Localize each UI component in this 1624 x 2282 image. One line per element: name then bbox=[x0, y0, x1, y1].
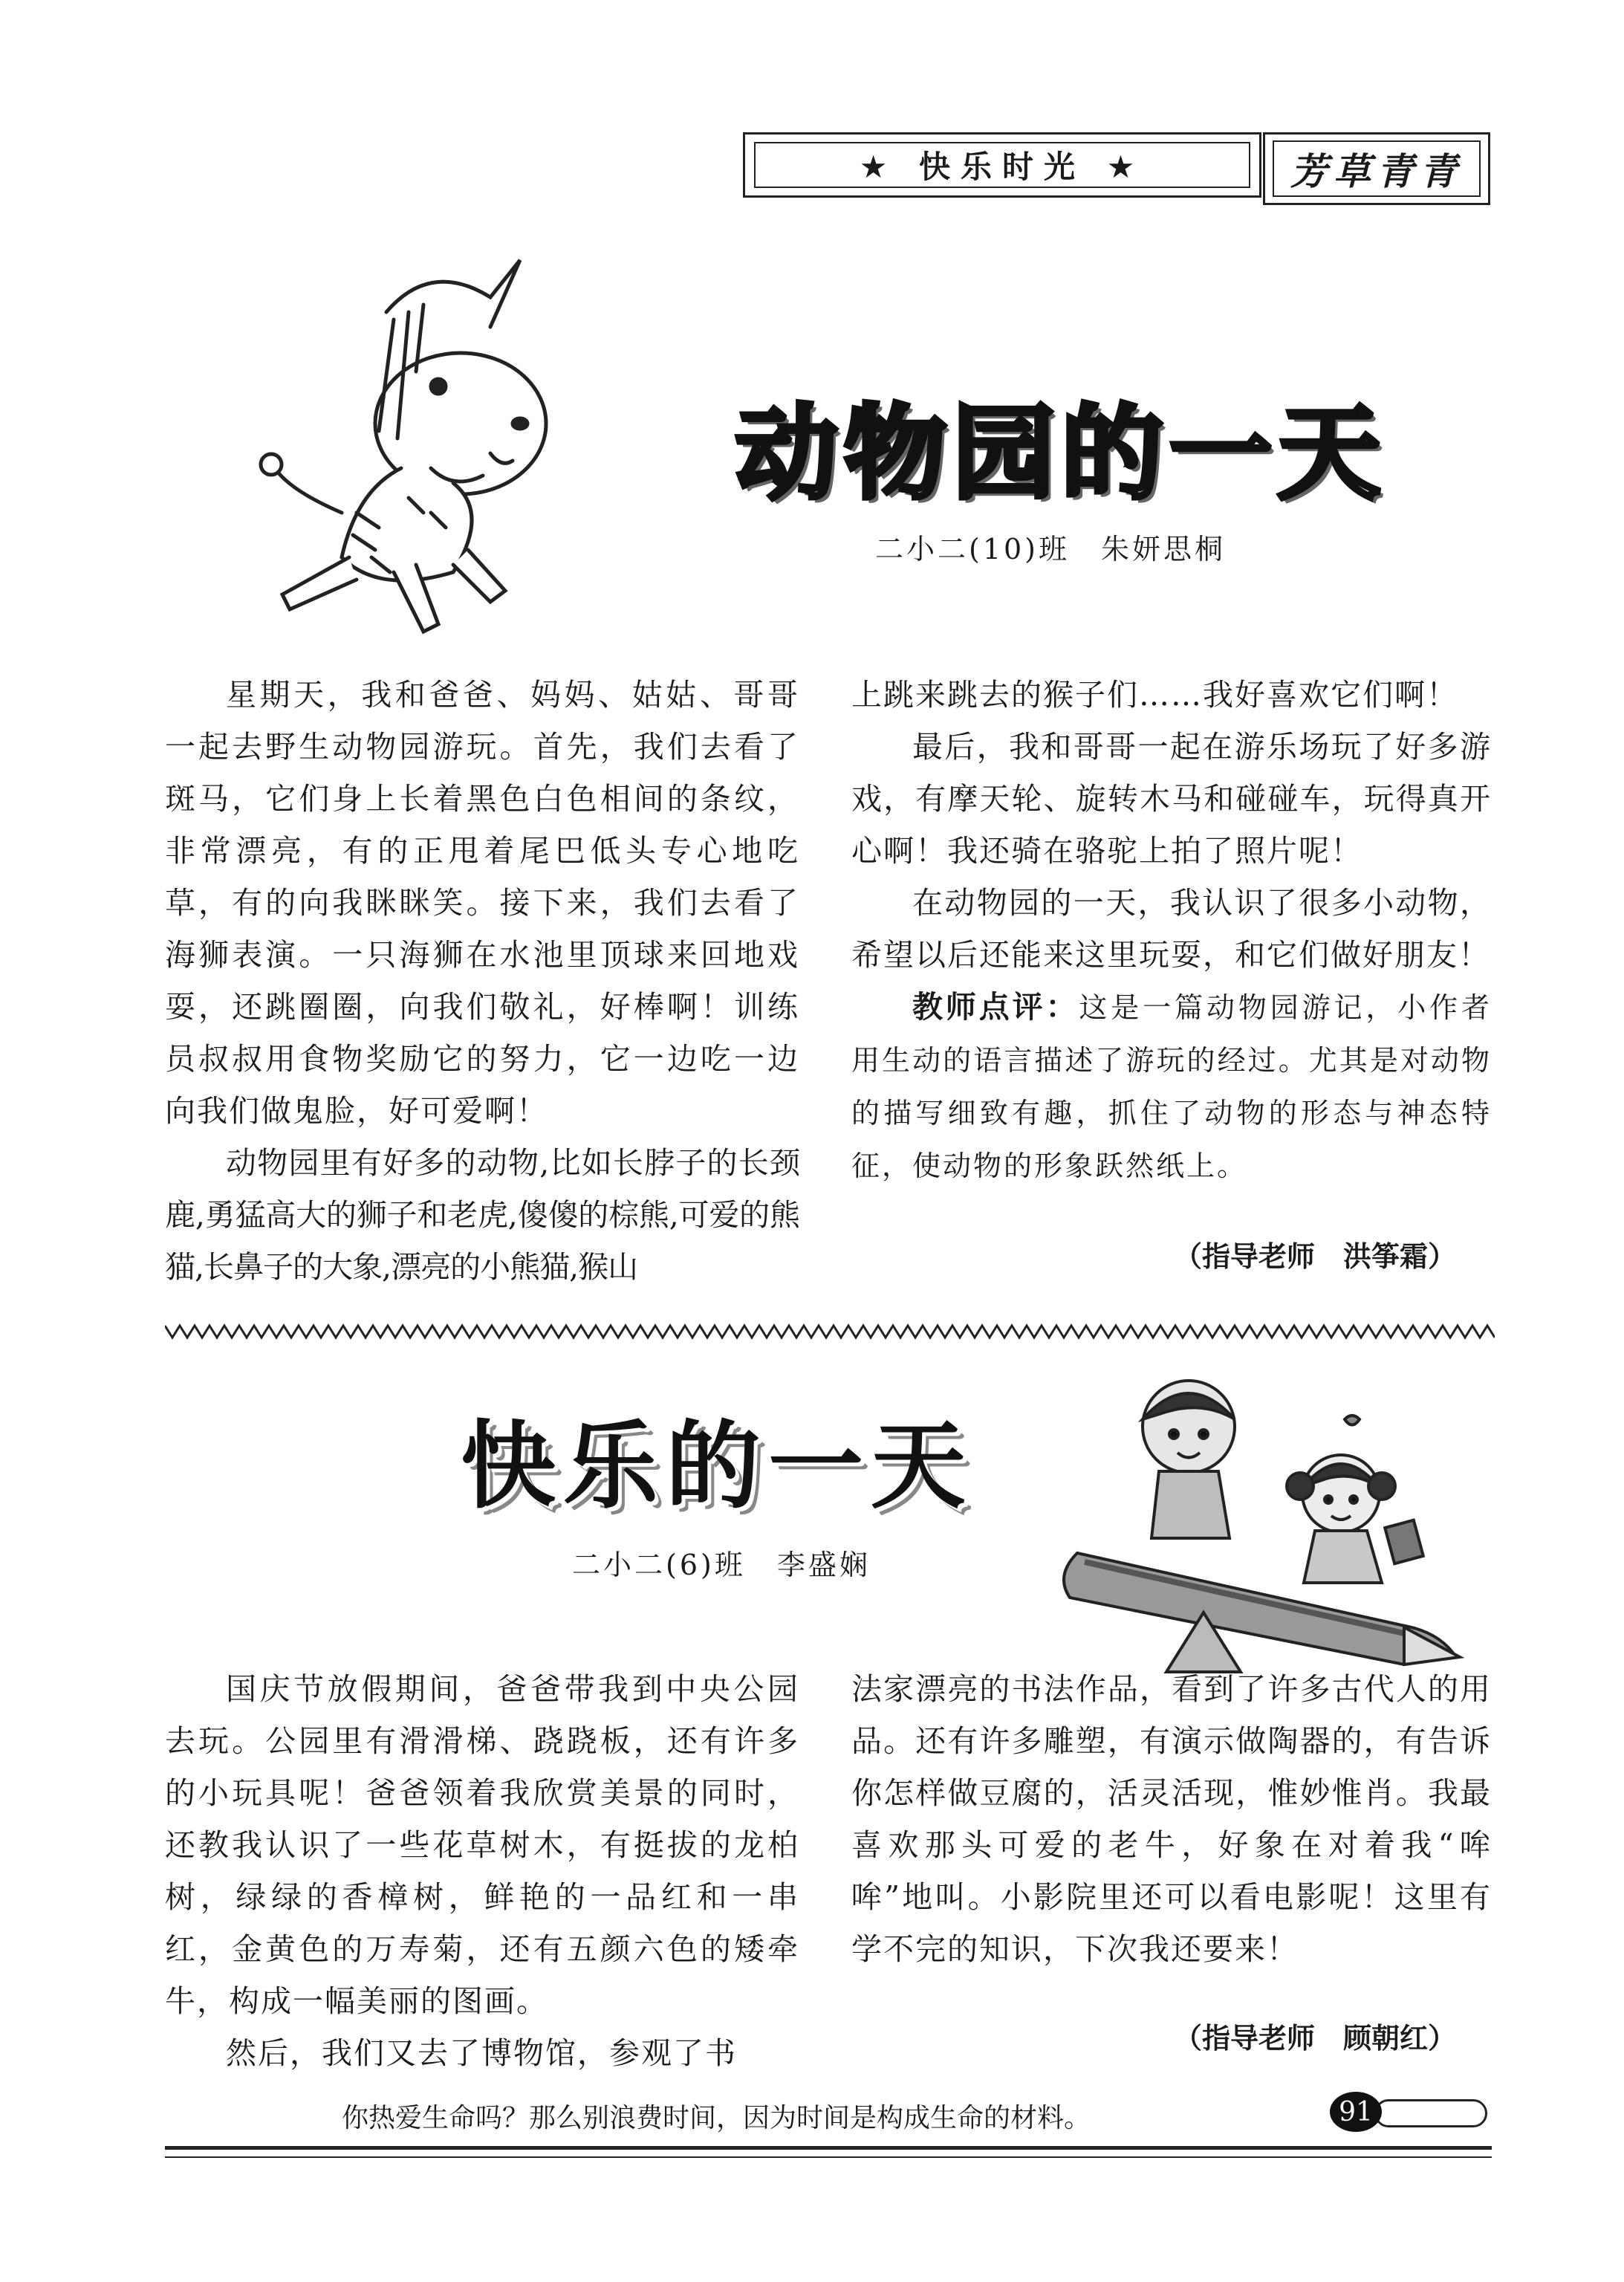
teacher-comment bbox=[851, 981, 1492, 1192]
paragraph: 上跳来跳去的猴子们……我好喜欢它们啊！ bbox=[851, 677, 1458, 713]
article1-column-right bbox=[851, 669, 1492, 1192]
paragraph: 在动物园的一天，我认识了很多小动物，希望以后还能来这里玩耍，和它们做好朋友！ bbox=[851, 885, 1492, 973]
comment-text: 这是一篇动物园游记，小作者用生动的语言描述了游玩的经过。尤其是对动物的描写细致有趣，抓住了动物的形态与神态特征，使动物的形象跃然纸上。 bbox=[851, 991, 1493, 1182]
paragraph: 动物园里有好多的动物,比如长脖子的长颈鹿,勇猛高大的狮子和老虎,傻傻的棕熊,可爱的熊猫,长鼻子的大象,漂亮的小熊猫,猴山 bbox=[165, 1145, 799, 1285]
zigzag-divider bbox=[165, 1323, 1495, 1341]
article2-column-right bbox=[851, 1663, 1492, 1975]
zebra-illustration bbox=[208, 245, 579, 646]
brand-title: 芳草青青 bbox=[1273, 140, 1481, 197]
article1-column-left bbox=[165, 669, 799, 1293]
article2-guide-teacher: （指导老师 顾朝红） bbox=[1174, 2022, 1457, 2055]
section-title: ★ 快乐时光 ★ bbox=[754, 142, 1250, 188]
comment-label: 教师点评： bbox=[912, 989, 1079, 1025]
article1-guide-teacher: （指导老师 洪筝霜） bbox=[1174, 1240, 1457, 1273]
footer-rule-thin bbox=[165, 2156, 1492, 2158]
paragraph: 最后，我和哥哥一起在游乐场玩了好多游戏，有摩天轮、旋转木马和碰碰车，玩得真开心啊！我还骑在骆驼上拍了照片呢！ bbox=[851, 729, 1492, 869]
page-number: 91 bbox=[1330, 2092, 1382, 2132]
article1-byline: 二小二(10)班 朱妍思桐 bbox=[875, 533, 1227, 565]
paragraph: 星期天，我和爸爸、妈妈、姑姑、哥哥一起去野生动物园游玩。首先，我们去看了斑马，它们身上长着黑色白色相间的条纹，非常漂亮，有的正甩着尾巴低头专心地吃草，有的向我眯眯笑。接下来，我们去看了海狮表演。一只海狮在水池里顶球来回地戏耍，还跳圈圈，向我们敬礼，好棒啊！训练员叔叔用食物奖励它的努力，它一边吃一边向我们做鬼脸，好可爱啊！ bbox=[165, 677, 799, 1129]
article2-column-left bbox=[165, 1663, 799, 2079]
footer-quote: 你热爱生命吗？那么别浪费时间，因为时间是构成生命的材料。 bbox=[342, 2103, 1091, 2133]
seesaw-kids-illustration bbox=[1055, 1360, 1471, 1687]
page-number-badge bbox=[1330, 2092, 1490, 2132]
section-header bbox=[743, 132, 1261, 198]
brand-box bbox=[1263, 132, 1490, 205]
paragraph: 然后，我们又去了博物馆，参观了书 bbox=[226, 2035, 737, 2071]
page-pill-shape bbox=[1374, 2099, 1487, 2127]
article1-title: 动物园的一天 bbox=[735, 394, 1387, 513]
footer-rule bbox=[165, 2146, 1492, 2150]
paragraph: 国庆节放假期间，爸爸带我到中央公园去玩。公园里有滑滑梯、跷跷板，还有许多的小玩具呢！爸爸领着我欣赏美景的同时，还教我认识了一些花草树木，有挺拔的龙柏树，绿绿的香樟树，鲜艳的一品红和一串红，金黄色的万寿菊，还有五颜六色的矮牵牛，构成一幅美丽的图画。 bbox=[165, 1671, 799, 2019]
article2-title: 快乐的一天 bbox=[461, 1411, 974, 1522]
article2-byline: 二小二(6)班 李盛娴 bbox=[572, 1549, 871, 1581]
paragraph: 法家漂亮的书法作品，看到了许多古代人的用品。还有许多雕塑，有演示做陶器的，有告诉你怎样做豆腐的，活灵活现，惟妙惟肖。我最喜欢那头可爱的老牛，好象在对着我“哞哞”地叫。小影院里还可以看电影呢！这里有学不完的知识，下次我还要来！ bbox=[851, 1671, 1492, 1967]
